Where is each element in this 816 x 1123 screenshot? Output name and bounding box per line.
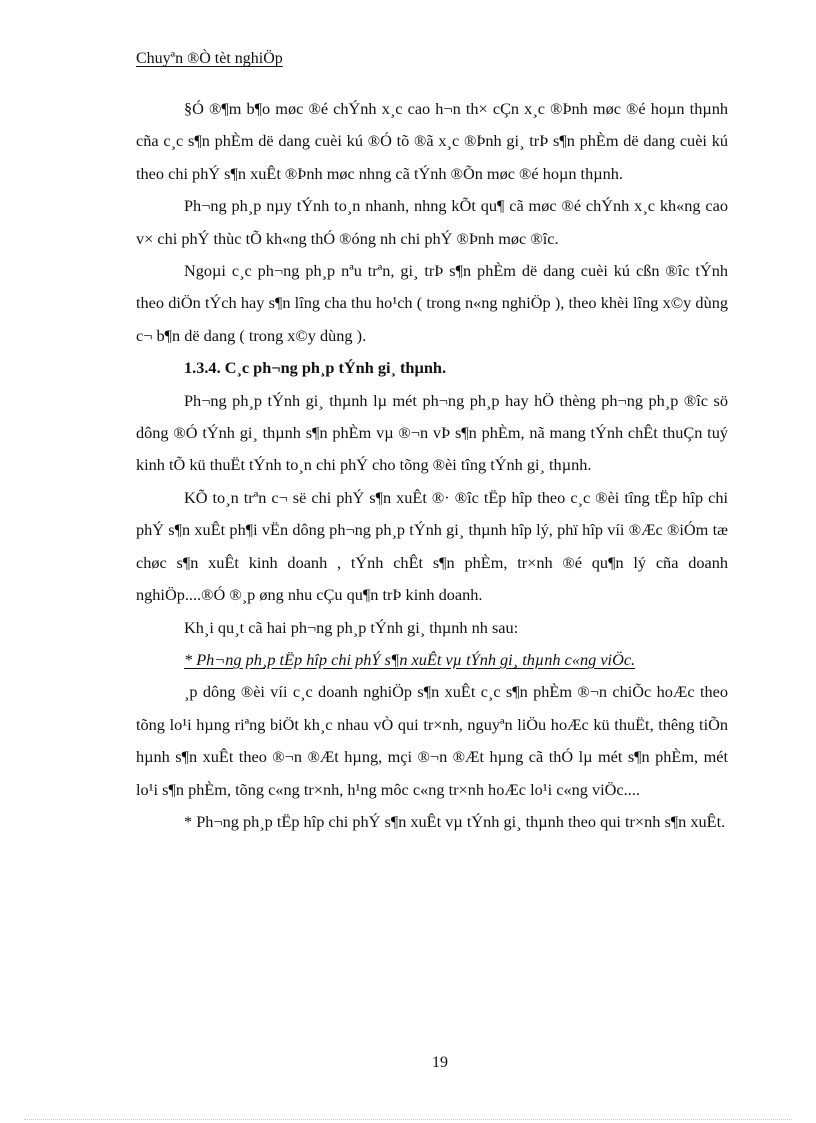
body-text (136, 93, 728, 838)
subsection-title: * Ph¬ng ph¸p tËp hîp chi phÝ s¶n xuÊt vµ tÝnh gi¸ thµnh c«ng viÖc. (184, 649, 636, 669)
section-heading: 1.3.4. C¸c ph¬ng ph¸p tÝnh gi¸ thµnh. (184, 358, 447, 378)
running-header: Chuyªn ®Ò tèt nghiÖp (136, 50, 283, 67)
paragraph: ¸p dông ®èi víi c¸c doanh nghiÖp s¶n xuÊt c¸c s¶n phÈm ®¬n chiÕc hoÆc theo tõng lo¹i hµng riªng biÖt kh¸c nhau vÒ qui tr×nh, nguyªn liÖu hoÆc kü thuËt, thêng tiÕn hµnh s¶n xuÊt theo ®¬n ®Æt hµng, mçi ®¬n ®Æt hµng cã thÓ lµ mét s¶n phÈm, mét lo¹i s¶n phÈm, tõng c«ng tr×nh, h¹ng môc c«ng tr×nh hoÆc lo¹i c«ng viÖc.... (136, 682, 728, 799)
paragraph: Kh¸i qu¸t cã hai ph¬ng ph¸p tÝnh gi¸ thµnh nh sau: (184, 617, 519, 637)
paragraph: Ph¬ng ph¸p tÝnh gi¸ thµnh lµ mét ph¬ng ph¸p hay hÖ thèng ph¬ng ph¸p ®îc sö dông ®Ó tÝnh gi¸ thµnh s¶n phÈm vµ ®¬n vÞ s¶n phÈm, nã mang tÝnh chÊt thuÇn tuý kinh tÕ kü thuËt tÝnh to¸n chi phÝ cho tõng ®èi tîng tÝnh gi¸ thµnh. (136, 390, 728, 475)
paragraph: Ngoµi c¸c ph¬ng ph¸p nªu trªn, gi¸ trÞ s¶n phÈm dë dang cuèi kú cßn ®îc tÝnh theo diÖn tÝch hay s¶n lîng cha thu ho¹ch ( trong n«ng nghiÖp ), theo khèi lîng x©y dùng c¬ b¶n dë dang ( trong x©y dùng ). (136, 261, 728, 345)
paragraph: §Ó ®¶m b¶o møc ®é chÝnh x¸c cao h¬n th× cÇn x¸c ®Þnh møc ®é hoµn thµnh cña c¸c s¶n phÈm dë dang cuèi kú ®Ó tõ ®ã x¸c ®Þnh gi¸ trÞ s¶n phÈm dë dang cuèi kú theo chi phÝ s¶n xuÊt ®Þnh møc nhng cã tÝnh ®Õn møc ®é hoµn thµnh. (136, 99, 728, 183)
paragraph: KÕ to¸n trªn c¬ së chi phÝ s¶n xuÊt ®· ®îc tËp hîp theo c¸c ®èi tîng tËp hîp chi phÝ s¶n xuÊt ph¶i vËn dông ph¬ng ph¸p tÝnh gi¸ thµnh hîp lý, phï hîp víi ®Æc ®iÓm tæ chøc s¶n xuÊt kinh doanh , tÝnh chÊt s¶n phÈm, tr×nh ®é qu¶n lý cña doanh nghiÖp....®Ó ®¸p øng nhu cÇu qu¶n trÞ kinh doanh. (136, 487, 728, 605)
page-number: 19 (432, 1054, 448, 1071)
paragraph: Ph¬ng ph¸p nµy tÝnh to¸n nhanh, nhng kÕt qu¶ cã møc ®é chÝnh x¸c kh«ng cao v× chi phÝ thùc tÕ kh«ng thÓ ®óng nh chi phÝ ®Þnh møc ®îc. (136, 196, 728, 248)
subsection-title: * Ph¬ng ph¸p tËp hîp chi phÝ s¶n xuÊt vµ tÝnh gi¸ thµnh theo qui tr×nh s¶n xuÊt. (184, 811, 726, 831)
footer-rule (24, 1119, 792, 1120)
